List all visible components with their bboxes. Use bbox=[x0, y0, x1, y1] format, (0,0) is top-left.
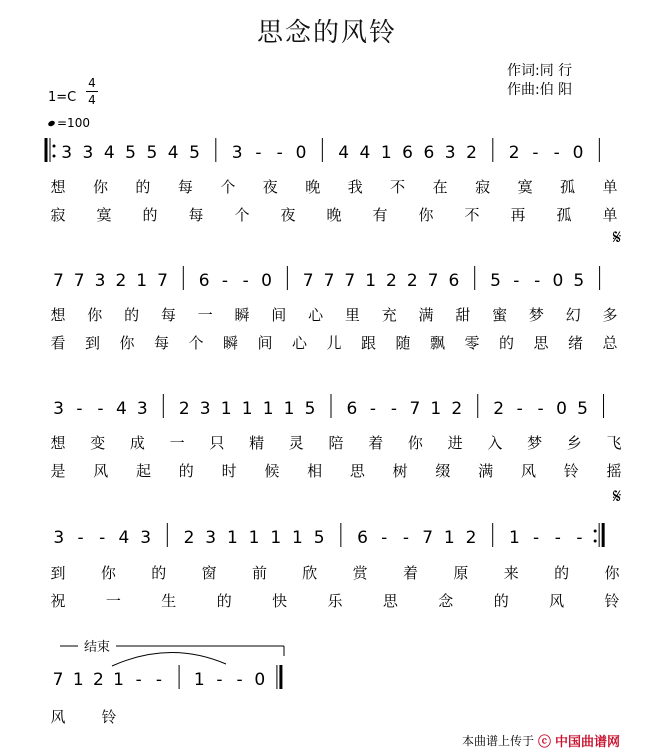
lyric-char: 的 bbox=[135, 178, 151, 196]
note-digit: 5 bbox=[125, 143, 136, 163]
note-digit: 1 bbox=[270, 528, 282, 548]
note-digit: 1 bbox=[136, 271, 148, 291]
lyric-char: 心 bbox=[308, 306, 324, 324]
note-digit: 6 bbox=[198, 271, 210, 291]
note-digit: 5 bbox=[313, 528, 325, 548]
note-digit: 1 bbox=[292, 528, 303, 548]
lyric-char: 儿 bbox=[326, 334, 342, 352]
lyric-char: 绪 bbox=[567, 334, 584, 352]
note-dash: - bbox=[534, 271, 541, 291]
note-digit: 0 bbox=[572, 143, 584, 163]
note-digit: 3 bbox=[94, 271, 106, 291]
lyric-char: 瞬 bbox=[222, 334, 239, 352]
lyric-char: 的 bbox=[178, 462, 194, 480]
note-dash: - bbox=[97, 399, 104, 419]
note-digit: 7 bbox=[323, 271, 335, 291]
lyric-char: 摇 bbox=[606, 462, 622, 480]
lyric-char: 的 bbox=[554, 564, 570, 582]
lyric-char: 的 bbox=[216, 592, 232, 610]
note-digit: 1 bbox=[365, 271, 377, 291]
note-digit: 1 bbox=[443, 528, 455, 548]
lyric-char: 欣 bbox=[302, 564, 318, 582]
note-dash: - bbox=[99, 528, 106, 548]
note-dash: - bbox=[369, 399, 376, 419]
time-signature-bottom: 4 bbox=[88, 93, 96, 107]
lyric-char: 候 bbox=[264, 462, 280, 480]
note-dash: - bbox=[155, 670, 162, 690]
lyric-char: 瞬 bbox=[234, 306, 250, 324]
note-digit: 3 bbox=[140, 528, 152, 548]
note-dash: - bbox=[533, 528, 540, 548]
note-dash: - bbox=[402, 528, 409, 548]
lyric-char: 在 bbox=[432, 178, 448, 196]
lyric-char: 孤 bbox=[556, 206, 572, 224]
site-name: 中国曲谱网 bbox=[555, 735, 621, 750]
lyric-char: 赏 bbox=[352, 564, 368, 582]
lyric-char: 精 bbox=[249, 434, 265, 452]
repeat-dot bbox=[53, 155, 56, 158]
lyric-char: 的 bbox=[142, 206, 158, 224]
lyric-char: 灵 bbox=[288, 434, 304, 452]
note-dash: - bbox=[135, 670, 142, 690]
note-dash: - bbox=[516, 399, 523, 419]
lyric-char: 夜 bbox=[262, 178, 278, 196]
lyric-char: 乐 bbox=[327, 592, 343, 610]
lyric-char: 每 bbox=[188, 206, 204, 224]
lyric-char: 起 bbox=[136, 462, 152, 480]
lyric-char: 间 bbox=[257, 334, 273, 352]
lyric-char: 到 bbox=[84, 334, 101, 352]
note-digit: 1 bbox=[241, 399, 253, 419]
note-dash: - bbox=[532, 143, 539, 163]
note-dash: - bbox=[77, 528, 84, 548]
note-digit: 7 bbox=[52, 670, 64, 690]
note-dash: - bbox=[537, 399, 544, 419]
note-digit: 2 bbox=[465, 528, 477, 548]
lyric-char: 缀 bbox=[435, 462, 451, 480]
note-digit: 5 bbox=[577, 399, 588, 419]
note-digit: 5 bbox=[189, 143, 200, 163]
note-digit: 2 bbox=[183, 528, 195, 548]
lyric-char: 寂 bbox=[50, 206, 66, 224]
lyric-char: 甜 bbox=[455, 306, 471, 324]
lyric-char: 的 bbox=[124, 306, 140, 324]
note-digit: 6 bbox=[448, 271, 460, 291]
note-dash: - bbox=[513, 271, 520, 291]
note-digit: 3 bbox=[61, 143, 73, 163]
lyric-char: 多 bbox=[602, 306, 618, 324]
segno-icon: 𝄋 bbox=[612, 484, 622, 508]
lyric-char: 满 bbox=[418, 306, 434, 324]
note-digit: 6 bbox=[346, 399, 358, 419]
lyric-char: 到 bbox=[50, 564, 66, 582]
lyric-char: 只 bbox=[209, 434, 225, 452]
note-digit: 2 bbox=[508, 143, 520, 163]
note-digit: 3 bbox=[53, 528, 65, 548]
coda-label: 结束 bbox=[83, 640, 111, 655]
note-digit: 2 bbox=[493, 399, 505, 419]
note-digit: 0 bbox=[254, 670, 266, 690]
lyric-char: 变 bbox=[90, 434, 106, 452]
note-digit: 6 bbox=[402, 143, 413, 163]
note-digit: 1 bbox=[248, 528, 260, 548]
lyric-char: 零 bbox=[464, 334, 480, 352]
lyric-char: 间 bbox=[271, 306, 287, 324]
note-digit: 2 bbox=[466, 143, 477, 163]
lyric-char: 不 bbox=[464, 206, 480, 224]
note-digit: 7 bbox=[302, 271, 314, 291]
lyric-char: 风 bbox=[93, 462, 109, 480]
note-digit: 1 bbox=[283, 399, 295, 419]
lyric-char: 你 bbox=[604, 564, 620, 582]
note-digit: 2 bbox=[178, 399, 190, 419]
time-signature-top: 4 bbox=[88, 76, 96, 90]
song-title: 思念的风铃 bbox=[256, 18, 397, 48]
key-signature: 1=C bbox=[48, 90, 77, 105]
lyric-char: 时 bbox=[221, 462, 237, 480]
note-digit: 1 bbox=[430, 399, 442, 419]
note-digit: 7 bbox=[157, 271, 168, 291]
note-dash: - bbox=[216, 670, 223, 690]
note-digit: 7 bbox=[427, 271, 439, 291]
repeat-dot bbox=[594, 540, 597, 543]
lyric-char: 孤 bbox=[560, 178, 576, 196]
lyric-char: 铃 bbox=[563, 462, 579, 480]
note-digit: 1 bbox=[193, 670, 205, 690]
note-digit: 4 bbox=[115, 399, 127, 419]
lyric-char: 一 bbox=[169, 434, 185, 452]
note-digit: 7 bbox=[422, 528, 434, 548]
lyric-char: 来 bbox=[503, 564, 519, 582]
lyric-char: 树 bbox=[392, 462, 408, 480]
lyric-char: 乡 bbox=[566, 434, 582, 452]
lyric-char: 着 bbox=[403, 564, 419, 582]
tempo-value: =100 bbox=[57, 116, 90, 130]
note-digit: 3 bbox=[82, 143, 94, 163]
composer-credit: 作曲:伯 阳 bbox=[507, 82, 573, 98]
note-digit: 1 bbox=[226, 528, 238, 548]
lyric-char: 想 bbox=[50, 434, 66, 452]
lyric-char: 每 bbox=[177, 178, 193, 196]
lyric-char: 再 bbox=[510, 206, 526, 224]
lyric-char: 铃 bbox=[101, 708, 117, 726]
note-digit: 0 bbox=[295, 143, 307, 163]
note-digit: 2 bbox=[406, 271, 418, 291]
note-digit: 6 bbox=[357, 528, 368, 548]
lyric-char: 我 bbox=[347, 178, 363, 196]
note-digit: 5 bbox=[573, 271, 585, 291]
lyric-char: 晚 bbox=[326, 206, 342, 224]
note-digit: 5 bbox=[490, 271, 501, 291]
note-digit: 5 bbox=[304, 399, 316, 419]
note-dash: - bbox=[276, 143, 283, 163]
note-dash: - bbox=[221, 271, 228, 291]
lyric-char: 思 bbox=[533, 334, 549, 352]
lyric-char: 心 bbox=[291, 334, 308, 352]
note-digit: 1 bbox=[113, 670, 124, 690]
lyric-char: 思 bbox=[382, 592, 398, 610]
lyric-char: 飞 bbox=[606, 434, 622, 452]
note-digit: 3 bbox=[205, 528, 217, 548]
lyric-char: 寂 bbox=[475, 178, 491, 196]
note-digit: 1 bbox=[220, 399, 232, 419]
note-digit: 3 bbox=[444, 143, 456, 163]
note-digit: 1 bbox=[380, 143, 392, 163]
note-digit: 4 bbox=[167, 143, 179, 163]
lyric-char: 生 bbox=[161, 592, 177, 610]
lyric-char: 陪 bbox=[328, 434, 344, 452]
note-digit: 4 bbox=[103, 143, 115, 163]
lyric-char: 充 bbox=[381, 306, 397, 324]
lyric-char: 幻 bbox=[565, 306, 581, 324]
lyric-char: 是 bbox=[50, 462, 66, 480]
note-digit: 2 bbox=[386, 271, 397, 291]
lyric-char: 个 bbox=[188, 334, 204, 352]
note-dash: - bbox=[242, 271, 249, 291]
note-digit: 1 bbox=[262, 399, 274, 419]
note-dash: - bbox=[390, 399, 397, 419]
lyric-char: 原 bbox=[453, 564, 469, 582]
note-dash: - bbox=[554, 528, 561, 548]
lyric-char: 快 bbox=[272, 592, 288, 610]
note-digit: 7 bbox=[409, 399, 421, 419]
site-logo-icon: ⓒ bbox=[538, 735, 552, 750]
lyric-char: 你 bbox=[100, 564, 116, 582]
lyric-char: 夜 bbox=[280, 206, 296, 224]
note-digit: 4 bbox=[118, 528, 130, 548]
lyricist-credit: 作词:同 行 bbox=[507, 63, 573, 79]
note-digit: 0 bbox=[556, 399, 568, 419]
lyric-char: 单 bbox=[602, 178, 618, 196]
lyric-char: 念 bbox=[438, 592, 454, 610]
lyric-char: 前 bbox=[251, 564, 267, 582]
lyric-char: 梦 bbox=[527, 434, 543, 452]
lyric-char: 祝 bbox=[50, 592, 66, 610]
lyric-char: 入 bbox=[487, 434, 503, 452]
lyric-char: 想 bbox=[50, 306, 66, 324]
note-digit: 3 bbox=[53, 399, 64, 419]
note-digit: 2 bbox=[451, 399, 463, 419]
footer-credit bbox=[462, 731, 620, 750]
lyric-char: 思 bbox=[349, 462, 365, 480]
lyric-char: 个 bbox=[220, 178, 236, 196]
note-digit: 3 bbox=[136, 399, 148, 419]
lyric-char: 着 bbox=[368, 434, 384, 452]
lyric-char: 你 bbox=[87, 306, 103, 324]
lyric-char: 晚 bbox=[305, 178, 321, 196]
note-digit: 6 bbox=[423, 143, 435, 163]
note-digit: 1 bbox=[72, 670, 84, 690]
note-digit: 5 bbox=[146, 143, 158, 163]
note-dash: - bbox=[236, 670, 243, 690]
note-digit: 1 bbox=[508, 528, 520, 548]
lyric-char: 你 bbox=[418, 206, 434, 224]
lyric-char: 你 bbox=[407, 434, 423, 452]
note-digit: 0 bbox=[261, 271, 272, 291]
lyric-char: 风 bbox=[549, 592, 565, 610]
lyric-char: 进 bbox=[447, 434, 463, 452]
footer-text: 本曲谱上传于 bbox=[462, 734, 535, 748]
lyric-char: 单 bbox=[602, 206, 618, 224]
lyric-char: 的 bbox=[151, 564, 167, 582]
slur-arc bbox=[112, 652, 226, 666]
note-digit: 4 bbox=[359, 143, 371, 163]
lyric-char: 飘 bbox=[429, 334, 446, 352]
lyric-char: 寞 bbox=[517, 178, 533, 196]
lyric-char: 满 bbox=[478, 462, 494, 480]
lyric-char: 想 bbox=[50, 178, 66, 196]
lyric-char: 窗 bbox=[201, 564, 217, 582]
note-dash: - bbox=[255, 143, 262, 163]
lyric-char: 总 bbox=[602, 334, 618, 352]
lyric-char: 成 bbox=[129, 434, 145, 452]
note-dash: - bbox=[553, 143, 560, 163]
note-digit: 3 bbox=[199, 399, 211, 419]
note-digit: 0 bbox=[552, 271, 564, 291]
lyric-char: 蜜 bbox=[492, 306, 508, 324]
lyric-char: 不 bbox=[390, 178, 406, 196]
note-dash: - bbox=[576, 528, 583, 548]
lyric-char: 一 bbox=[197, 306, 213, 324]
segno-icon: 𝄋 bbox=[612, 225, 622, 249]
note-digit: 2 bbox=[115, 271, 127, 291]
lyric-char: 一 bbox=[105, 592, 121, 610]
note-digit: 7 bbox=[52, 271, 64, 291]
note-digit: 3 bbox=[231, 143, 243, 163]
lyric-char: 的 bbox=[498, 334, 515, 352]
lyric-char: 风 bbox=[520, 462, 536, 480]
repeat-dot bbox=[594, 530, 597, 533]
lyric-char: 寞 bbox=[96, 206, 112, 224]
lyric-char: 有 bbox=[372, 206, 388, 224]
lyric-char: 里 bbox=[344, 306, 360, 324]
note-digit: 4 bbox=[338, 143, 350, 163]
lyric-char: 跟 bbox=[360, 334, 377, 352]
lyric-char: 每 bbox=[160, 306, 176, 324]
lyric-char: 看 bbox=[50, 334, 66, 352]
lyric-char: 个 bbox=[234, 206, 250, 224]
lyric-char: 的 bbox=[493, 592, 509, 610]
lyric-char: 梦 bbox=[528, 306, 544, 324]
note-dash: - bbox=[381, 528, 388, 548]
note-digit: 7 bbox=[73, 271, 85, 291]
lyric-char: 每 bbox=[153, 334, 170, 352]
note-dash: - bbox=[76, 399, 83, 419]
lyric-char: 风 bbox=[50, 708, 66, 726]
lyric-char: 你 bbox=[92, 178, 108, 196]
lyric-char: 相 bbox=[307, 462, 323, 480]
lyric-char: 铃 bbox=[604, 592, 620, 610]
lyric-char: 随 bbox=[395, 334, 411, 352]
lyric-char: 你 bbox=[119, 334, 135, 352]
note-digit: 2 bbox=[93, 670, 104, 690]
repeat-dot bbox=[53, 145, 56, 148]
note-digit: 7 bbox=[344, 271, 356, 291]
